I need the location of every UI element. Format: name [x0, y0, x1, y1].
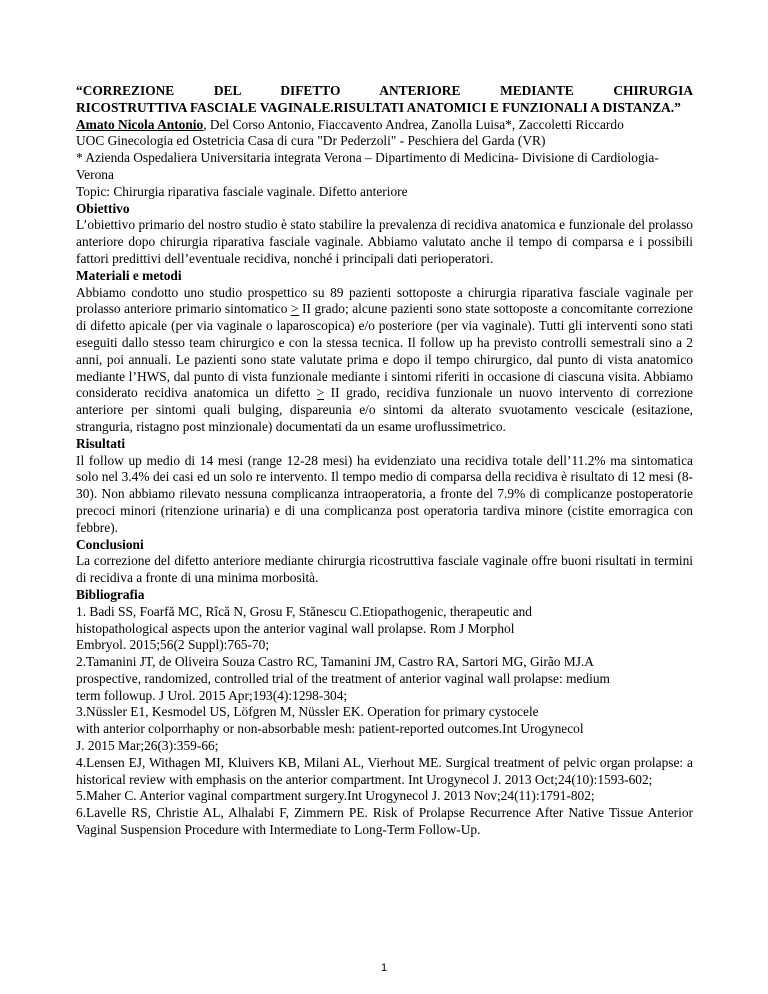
metodi-text-part-a: Abbiamo condotto uno studio prospettico su 89 pazienti sottoposte a chirurgia riparativa fasciale vaginale per prolasso anteriore primario sintomatico [76, 284, 693, 317]
reference-6: 6.Lavelle RS, Christie AL, Alhalabi F, Zimmern PE. Risk of Prolapse Recurrence After Native Tissue Anterior Vaginal Suspension Procedure with Intermediate to Long-Term Follow-Up. [76, 805, 693, 838]
co-authors: , Del Corso Antonio, Fiaccavento Andrea, Zanolla Luisa*, Zaccoletti Riccardo [203, 116, 624, 132]
metodi-text-part-b: II grado; alcune pazienti sono state sottoposte a concomitante correzione di difetto apicale (per via vaginale o laparoscopica) e/o posteriore (per via vaginale). Tutti gli interventi sono stati eseguiti dallo stesso team chirurgico e con la stessa tecnica. Il follow up ha previsto controlli semestrali sino a 2 anni, poi annuali. Le pazienti sono state valutate prima e dopo il tempo chirurgico, dal punto di vista anatomico mediante l’HWS, dal punto di vista funzionale mediante i sintomi riferiti in occasione di ciascuna visita. Abbiamo considerato recidiva anatomica un difetto [76, 301, 693, 401]
obiettivo-text: L’obiettivo primario del nostro studio è stato stabilire la prevalenza di recidiva anatomica e funzionale del prolasso anteriore dopo chirurgia riparativa fasciale vaginale. Abbiamo valutato anche il tempo di comparsa e i possibili fattori predittivi dell’eventuale recidiva, nonché i principali dati perioperatori. [76, 217, 693, 266]
bibliografia-heading: Bibliografia [76, 586, 145, 602]
conclusioni-heading: Conclusioni [76, 536, 144, 552]
reference-line: histopathological aspects upon the anterior vaginal wall prolapse. Rom J Morphol [76, 620, 515, 636]
reference-line: 2.Tamanini JT, de Oliveira Souza Castro RC, Tamanini JM, Castro RA, Sartori MG, Girão MJ.A [76, 654, 594, 670]
title-line-2: RICOSTRUTTIVA FASCIALE VAGINALE.RISULTATI ANATOMICI E FUNZIONALI A DISTANZA.” [76, 99, 681, 115]
metodi-heading: Materiali e metodi [76, 267, 182, 283]
reference-line: term followup. J Urol. 2015 Apr;193(4):1298-304; [76, 687, 348, 703]
reference-2 [76, 654, 693, 704]
affiliation-1: UOC Ginecologia ed Ostetricia Casa di cura "Dr Pederzoli" - Peschiera del Garda (VR) [76, 133, 546, 149]
reference-line: Embryol. 2015;56(2 Suppl):765-70; [76, 637, 270, 653]
page-number: 1 [380, 962, 388, 974]
risultati-text: Il follow up medio di 14 mesi (range 12-28 mesi) ha evidenziato una recidiva totale dell’11.2% ma sintomatica solo nel 3.4% dei casi ed un solo re intervento. Il tempo medio di comparsa della recidiva è risultato di 12 mesi (8-30). Non abbiamo rilevato nessuna complicanza intraoperatoria, a fronte del 7.9% di complicanze postoperatorie precoci minori (ritenzione urinaria) e di una complicanza post operatoria tardiva minore (cistite emorragica con febbre). [76, 452, 693, 535]
reference-line: 1. Badi SS, Foarfă MC, Rîcă N, Grosu F, Stănescu C.Etiopathogenic, therapeutic and [76, 603, 532, 619]
metodi-text-part-c: II grado, recidiva funzionale un nuovo intervento di correzione anteriore per sintomi quali bulging, dispareunia e/o sintomi da alterato svuotamento vescicale (esitazione, stranguria, ristagno post minzionale) documentati da un esame uroflussimetrico. [76, 385, 693, 434]
reference-line: prospective, randomized, controlled trial of the treatment of anterior vaginal wall prolapse: medium [76, 670, 610, 686]
reference-3 [76, 704, 693, 754]
reference-5 [76, 788, 693, 805]
title-line-1: “CORREZIONE DEL DIFETTO ANTERIORE MEDIANTE CHIRURGIA [76, 83, 693, 98]
greater-equal-symbol-2: > [316, 385, 325, 401]
greater-equal-symbol: > [290, 301, 299, 317]
abstract-title [76, 83, 693, 117]
reference-line: 5.Maher C. Anterior vaginal compartment surgery.Int Urogynecol J. 2013 Nov;24(11):1791-802; [76, 788, 595, 804]
abstract-body [76, 83, 693, 839]
reference-line: with anterior colporrhaphy or non-absorbable mesh: patient-reported outcomes.Int Urogynecol [76, 721, 584, 737]
reference-1 [76, 604, 693, 654]
reference-line: J. 2015 Mar;26(3):359-66; [76, 738, 219, 754]
author-list [76, 117, 693, 134]
topic-line: Topic: Chirurgia riparativa fasciale vaginale. Difetto anteriore [76, 183, 408, 199]
obiettivo-heading: Obiettivo [76, 200, 130, 216]
conclusioni-text: La correzione del difetto anteriore mediante chirurgia ricostruttiva fasciale vaginale offre buoni risultati in termini di recidiva a fronte di una minima morbosità. [76, 553, 693, 586]
metodi-text [76, 285, 693, 436]
presenting-author: Amato Nicola Antonio [76, 116, 204, 132]
reference-4: 4.Lensen EJ, Withagen MI, Kluivers KB, Milani AL, Vierhout ME. Surgical treatment of pelvic organ prolapse: a historical review with emphasis on the anterior compartment. Int Urogynecol J. 2013 Oct;24(10):1593-602; [76, 754, 693, 787]
affiliation-2: * Azienda Ospedaliera Universitaria integrata Verona – Dipartimento di Medicina- Divisione di Cardiologia- Verona [76, 150, 659, 182]
reference-line: 3.Nüssler E1, Kesmodel US, Löfgren M, Nüssler EK. Operation for primary cystocele [76, 704, 539, 720]
risultati-heading: Risultati [76, 435, 126, 451]
